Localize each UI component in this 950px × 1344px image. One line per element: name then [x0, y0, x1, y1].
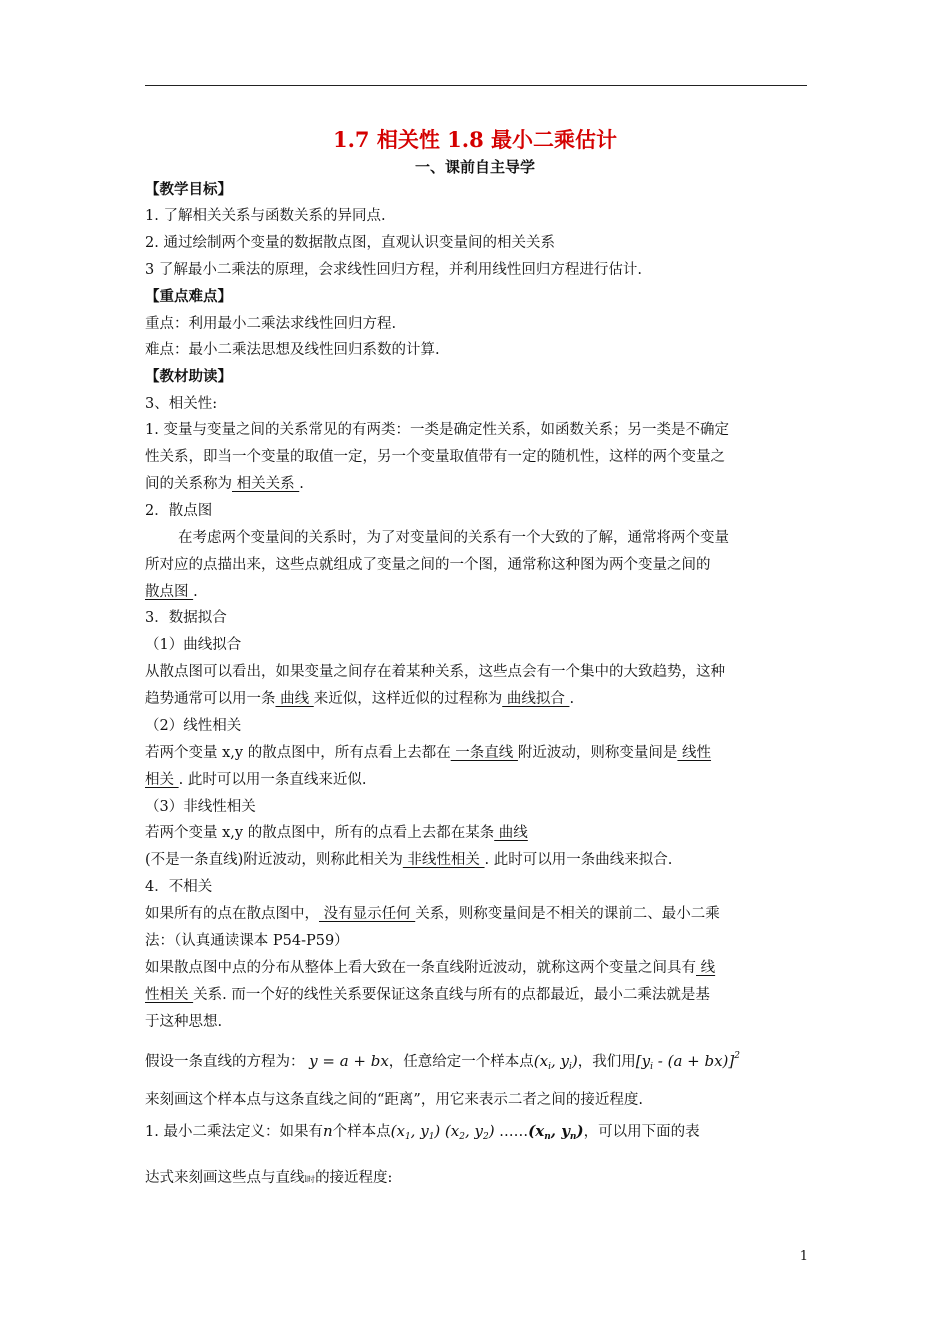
goals-heading: 【教学目标】 [145, 181, 232, 198]
paragraph-line [145, 582, 198, 602]
page-number: 1 [799, 1249, 808, 1264]
paragraph-line: 3．数据拟合 [145, 610, 227, 626]
sample-point-2: ($x_2$, $y_2$) [444, 1122, 495, 1142]
answer-blank: 性相关 [145, 987, 194, 1003]
goal-3: 3 了解最小二乘法的原理，会求线性回归方程，并利用线性回归方程进行估计. [145, 262, 642, 278]
answer-blank: 相关关系 [232, 476, 300, 492]
text-run: 若两个变量 x,y 的散点图中，所有的点看上去都在某条 [145, 825, 495, 841]
distance-expression: $[y_i - (a + bx)]^2$ [635, 1051, 740, 1072]
answer-blank: 散点图 [145, 584, 194, 600]
paragraph-line [145, 770, 366, 790]
reading-heading: 【教材助读】 [145, 368, 232, 385]
page-title: 1.7 相关性 1.8 最小二乘估计 [332, 127, 617, 152]
paragraph-line: 从散点图可以看出，如果变量之间存在着某种关系，这些点会有一个集中的大致趋势，这种 [145, 664, 725, 680]
paragraph-line [145, 850, 672, 870]
paragraph-line: 4．不相关 [145, 879, 213, 895]
formula-line [145, 1121, 700, 1147]
paragraph-line: 法：（认真通读课本 P54-P59） [145, 933, 349, 949]
paragraph-line: 2．散点图 [145, 503, 213, 519]
paragraph-line: （3）非线性相关 [145, 799, 256, 815]
answer-blank: 曲线 [494, 825, 528, 841]
goal-1: 1. 了解相关关系与函数关系的异同点. [145, 208, 386, 224]
key-heading: 【重点难点】 [145, 288, 232, 305]
text-run: 假设一条直线的方程为： [145, 1054, 305, 1070]
text-run: ，可以用下面的表 [583, 1124, 700, 1140]
paragraph-line: 来刻画这个样本点与这条直线之间的“距离”，用它来表示二者之间的接近程度. [145, 1092, 643, 1108]
key-point-1: 重点：利用最小二乘法求线性回归方程. [145, 316, 397, 332]
goal-2: 2. 通过绘制两个变量的数据散点图，直观认识变量间的相关关系 [145, 235, 555, 251]
header-rule [145, 85, 807, 86]
text-run: 关系. 而一个好的线性关系要保证这条直线与所有的点都最近，最小二乘法就是基 [193, 987, 710, 1003]
text-run: . [299, 476, 304, 492]
paragraph-line [145, 958, 715, 978]
text-run: 如果散点图中点的分布从整体上看大致在一条直线附近波动，就称这两个变量之间具有 [145, 960, 696, 976]
paragraph-line [145, 1168, 392, 1190]
answer-blank: 曲线拟合 [502, 691, 570, 707]
paragraph-line: （1）曲线拟合 [145, 637, 242, 653]
text-run: . 此时可以用一条曲线来拟合. [484, 852, 673, 868]
text-run: 若两个变量 x,y 的散点图中，所有点看上去都在 [145, 745, 451, 761]
sample-point-1: ($x_1$, $y_1$) [390, 1122, 441, 1142]
text-run: . [569, 691, 575, 707]
text-run: . 此时可以用一条直线来近似. [178, 772, 367, 788]
paragraph-line [145, 743, 711, 763]
answer-blank: 线性 [677, 745, 712, 761]
text-run: (不是一条直线)附近波动，则称此相关为 [145, 852, 403, 868]
text-run: 来近似，这样近似的过程称为 [313, 691, 503, 707]
paragraph-line [145, 985, 710, 1005]
ellipsis: …… [499, 1124, 529, 1140]
answer-blank: 曲线 [275, 691, 314, 707]
sample-point-n: ($x_n$, $y_n$) [528, 1122, 584, 1142]
formula-line [145, 1046, 740, 1077]
section-subtitle: 一、课前自主导学 [414, 158, 535, 176]
paragraph-line [145, 823, 528, 843]
text-run: ，任意给定一个样本点 [388, 1054, 534, 1070]
text-run: 达式来刻画这些点与直线 [145, 1170, 305, 1186]
paragraph-line [145, 689, 574, 709]
paragraph-line: 所对应的点描出来，这些点就组成了变量之间的一个图，通常称这种图为两个变量之间的 [145, 557, 711, 573]
paragraph-line: 性关系，即当一个变量的取值一定，另一个变量取值带有一定的随机性，这样的两个变量之 [145, 449, 725, 465]
paragraph-line [145, 904, 720, 924]
answer-blank: 一条直线 [450, 745, 518, 761]
text-run: 如果所有的点在散点图中， [145, 906, 319, 922]
paragraph-line: 在考虑两个变量间的关系时，为了对变量间的关系有一个大致的了解，通常将两个变量 [178, 530, 729, 546]
paragraph-line [145, 474, 304, 494]
answer-blank: 线 [696, 960, 716, 976]
paragraph-line: 1. 变量与变量之间的关系常见的有两类：一类是确定性关系，如函数关系；另一类是不确定 [145, 422, 729, 438]
paragraph-line: （2）线性相关 [145, 718, 242, 734]
text-run: ，我们用 [577, 1054, 636, 1070]
paragraph-line: 3、相关性: [145, 396, 218, 412]
text-run: 间的关系称为 [145, 476, 232, 492]
line-equation: y = a + bx [309, 1052, 389, 1070]
answer-blank: 相关 [145, 772, 179, 788]
key-point-2: 难点：最小二乘法思想及线性回归系数的计算. [145, 342, 440, 358]
answer-blank: 没有显示任何 [319, 906, 416, 922]
text-run: 1. 最小二乘法定义：如果有 [145, 1124, 323, 1140]
text-run: 关系，则称变量间是不相关的课前二、最小二乘 [415, 906, 720, 922]
text-run: 附近波动，则称变量间是 [517, 745, 678, 761]
answer-blank: 非线性相关 [402, 852, 485, 868]
text-run: . [193, 584, 198, 600]
subscript-mark: l时 [304, 1175, 316, 1184]
text-run: 的接近程度: [315, 1170, 393, 1186]
n-variable: n [322, 1122, 333, 1140]
text-run: 趋势通常可以用一条 [145, 691, 276, 707]
sample-point: ($x_i$, $y_i$) [533, 1052, 578, 1072]
paragraph-line: 于这种思想. [145, 1014, 223, 1030]
text-run: 个样本点 [332, 1124, 391, 1140]
